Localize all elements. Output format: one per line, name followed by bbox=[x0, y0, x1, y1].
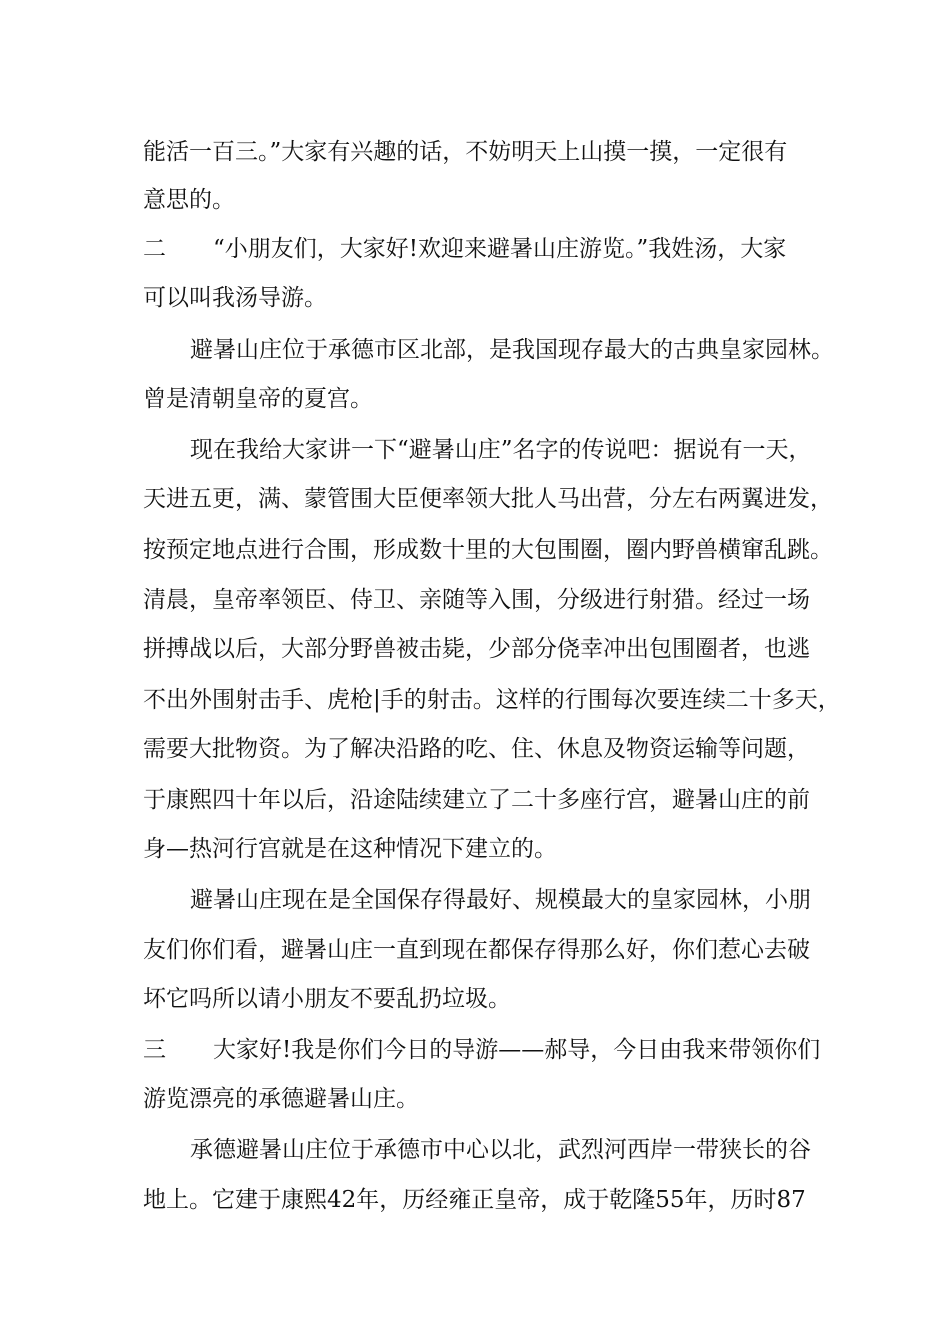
text-line: 需要大批物资。为了解决沿路的吃、住、休息及物资运输等问题， bbox=[143, 736, 810, 762]
section-marker-two: 二 bbox=[143, 236, 166, 262]
section-marker-three: 三 bbox=[143, 1037, 166, 1063]
paragraph-start: 承德避暑山庄位于承德市中心以北，武烈河西岸一带狭长的谷 bbox=[190, 1137, 811, 1163]
text-line: 能活一百三。”大家有兴趣的话，不妨明天上山摸一摸，一定很有 bbox=[143, 139, 788, 165]
text-line: 大家好!我是你们今日的导游——郝导，今日由我来带领你们 bbox=[213, 1037, 821, 1063]
text-line: 可以叫我汤导游。 bbox=[143, 285, 327, 311]
paragraph-start: 现在我给大家讲一下“避暑山庄”名字的传说吧：据说有一天， bbox=[190, 437, 812, 463]
text-line: “小朋友们，大家好!欢迎来避暑山庄游览。”我姓汤，大家 bbox=[213, 236, 787, 262]
text-line: 按预定地点进行合围，形成数十里的大包围圈，圈内野兽横窜乱跳。 bbox=[143, 537, 833, 563]
text-line: 友们你们看，避暑山庄一直到现在都保存得那么好，你们惹心去破 bbox=[143, 937, 810, 963]
text-line: 不出外围射击手、虎枪|手的射击。这样的行围每次要连续二十多天， bbox=[143, 687, 841, 713]
text-line: 身—热河行宫就是在这种情况下建立的。 bbox=[143, 836, 557, 862]
text-line: 坏它吗所以请小朋友不要乱扔垃圾。 bbox=[143, 986, 511, 1012]
text-line: 曾是清朝皇帝的夏宫。 bbox=[143, 386, 373, 412]
text-line: 于康熙四十年以后，沿途陆续建立了二十多座行宫，避暑山庄的前 bbox=[143, 787, 810, 813]
paragraph-start: 避暑山庄现在是全国保存得最好、规模最大的皇家园林，小朋 bbox=[190, 887, 811, 913]
text-line: 天进五更，满、蒙管围大臣便率领大批人马出营，分左右两翼进发， bbox=[143, 486, 833, 512]
text-line: 游览漂亮的承德避暑山庄。 bbox=[143, 1086, 419, 1112]
text-line: 意思的。 bbox=[143, 187, 235, 213]
text-line: 清晨，皇帝率领臣、侍卫、亲随等入围，分级进行射猎。经过一场 bbox=[143, 587, 810, 613]
text-line: 地上。它建于康熙42年，历经雍正皇帝，成于乾隆55年，历时87 bbox=[143, 1187, 806, 1213]
text-line: 拼搏战以后，大部分野兽被击毙，少部分侥幸冲出包围圈者，也逃 bbox=[143, 636, 810, 662]
paragraph-start: 避暑山庄位于承德市区北部，是我国现存最大的古典皇家园林。 bbox=[190, 337, 834, 363]
